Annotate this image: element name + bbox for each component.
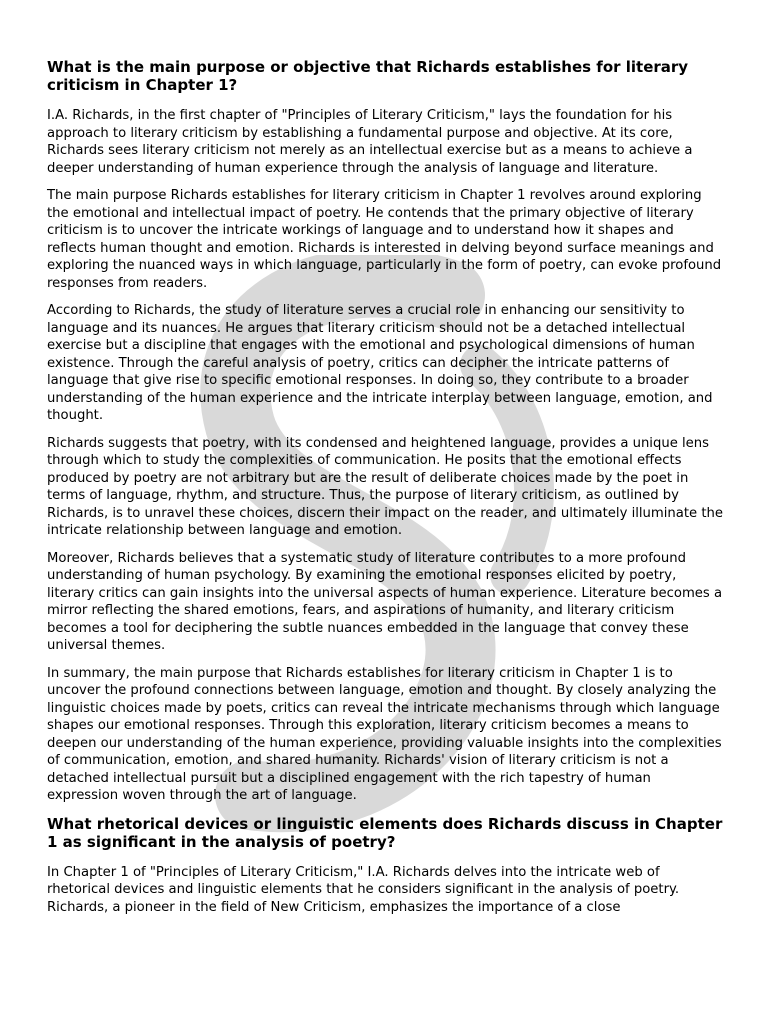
section-1-paragraph: Richards suggests that poetry, with its condensed and heightened language, provides a unique lens through which to study the complexities of communication. He posits that the emotional effects produced by poetry are not arbitrary but are the result of deliberate choices made by the poet in terms of language, rhythm, and structure. Thus, the purpose of literary criticism, as outlined by Richards, is to unravel these choices, discern their impact on the reader, and ultimately illuminate the intricate relationship between language and emotion. bbox=[47, 435, 723, 538]
section-1-paragraph: In summary, the main purpose that Richards establishes for literary criticism in Chapter 1 is to uncover the profound connections between language, emotion and thought. By closely analyzing the linguistic choices made by poets, critics can reveal the intricate mechanisms through which language shapes our emotional responses. Through this exploration, literary criticism becomes a means to deepen our understanding of the human experience, providing valuable insights into the complexities of communication, emotion, and shared humanity. Richards' vision of literary criticism is not a detached intellectual pursuit but a disciplined engagement with the rich tapestry of human expression woven through the art of language. bbox=[47, 665, 722, 803]
section-2-paragraph: In Chapter 1 of "Principles of Literary Criticism," I.A. Richards delves into the intricate web of rhetorical devices and linguistic elements that he considers significant in the analysis of poetry. Richards, a pioneer in the field of New Criticism, emphasizes the importance of a close bbox=[47, 864, 680, 915]
section-1-paragraph: The main purpose Richards establishes for literary criticism in Chapter 1 revolves around exploring the emotional and intellectual impact of poetry. He contends that the primary objective of literary criticism is to uncover the intricate workings of language and to understand how it shapes and reflects human thought and emotion. Richards is interested in delving beyond surface meanings and exploring the nuanced ways in which language, particularly in the form of poetry, can evoke profound responses from readers. bbox=[47, 188, 722, 291]
section-1-paragraph: I.A. Richards, in the first chapter of "Principles of Literary Criticism," lays the foundation for his approach to literary criticism by establishing a fundamental purpose and objective. At its core, Richards sees literary criticism not merely as an intellectual exercise but as a means to achieve a deeper understanding of human experience through the analysis of language and literature. bbox=[47, 108, 693, 176]
section-1-heading: What is the main purpose or objective that Richards establishes for literary criticism in Chapter 1? bbox=[47, 58, 689, 94]
section-2-heading: What rhetorical devices or linguistic elements does Richards discuss in Chapter 1 as significant in the analysis of poetry? bbox=[47, 814, 723, 851]
section-1-paragraph: According to Richards, the study of literature serves a crucial role in enhancing our sensitivity to language and its nuances. He argues that literary criticism should not be a detached intellectual exercise but a discipline that engages with the emotional and psychological dimensions of human existence. Through the careful analysis of poetry, critics can decipher the intricate patterns of language that give rise to specific emotional responses. In doing so, they contribute to a broader understanding of the human experience and the intricate interplay between language, emotion, and thought. bbox=[47, 303, 713, 423]
section-1-paragraph: Moreover, Richards believes that a systematic study of literature contributes to a more profound understanding of human psychology. By examining the emotional responses elicited by poetry, literary critics can gain insights into the universal aspects of human experience. Literature becomes a mirror reflecting the shared emotions, fears, and aspirations of humanity, and literary criticism becomes a tool for deciphering the subtle nuances embedded in the language that convey these universal themes. bbox=[47, 550, 723, 653]
